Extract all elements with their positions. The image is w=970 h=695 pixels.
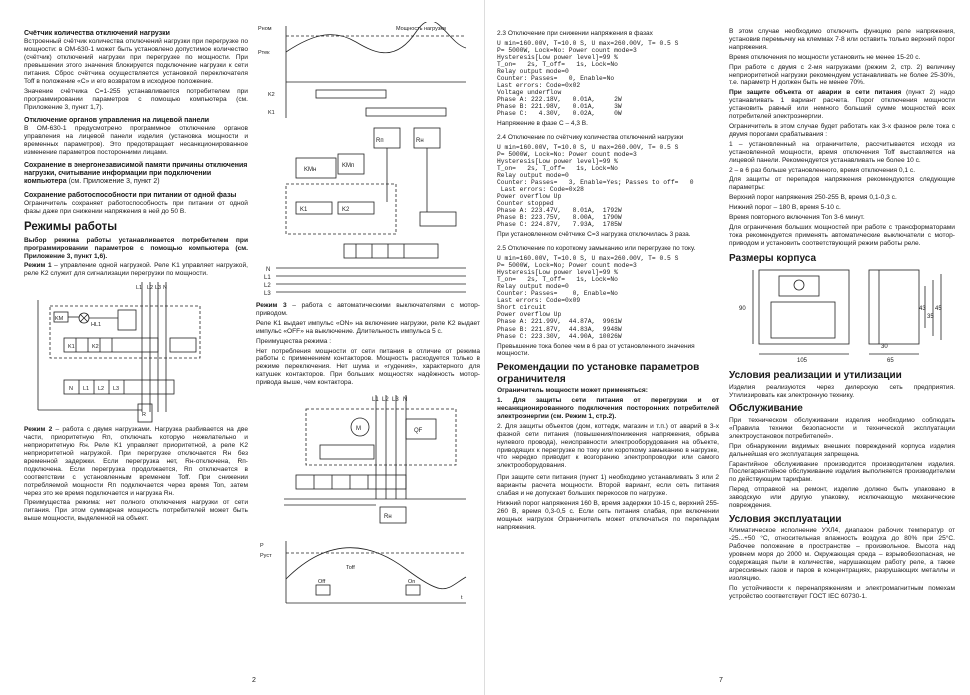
phase-text: Ограничитель сохраняет работоспособность при питании от одной фазы даже при снижении напряжения в ней до 50 В. xyxy=(24,200,248,216)
counter-title: Счётчик количества отключений нагрузки xyxy=(24,30,170,37)
mode3-adv-title: Преимущества режима : xyxy=(256,337,332,345)
mode2-bus-n: N xyxy=(266,267,271,273)
rec-sub: Ограничитель мощности может применяться: xyxy=(497,387,648,395)
page-right xyxy=(485,0,970,695)
mode2-pnom-label: Pном xyxy=(258,26,272,32)
right-col-2 xyxy=(729,28,955,682)
mode3-timing-chart xyxy=(256,539,476,605)
mode1-n-terminal: N xyxy=(69,386,73,393)
p10: Нижний порог – 180 В, время 5-10 с. xyxy=(729,204,841,212)
counter-text: Встроенный счётчик количества отключений нагрузки при перегрузке по мощности: в ОМ-630-1 может быть установлено допустимое количество (счётчик) отключений нагрузки при перегрузке по мощности. При превышении этого значения блокируется подключение нагрузки к сети питания. Сброс счётчика осуществляется установкой переключателя Toff в положение «С» и его возвратом в исходное положение. xyxy=(24,38,248,85)
mode2-bus-l2: L2 xyxy=(264,283,271,289)
s25-title: 2.5 Отключение по короткому замыканию или перегрузке по току. xyxy=(497,245,696,253)
exp-title: Условия эксплуатации xyxy=(729,513,842,525)
mode3-t-axis: t xyxy=(461,595,463,602)
phase-title: Сохранение работоспособности при питании от одной фазы xyxy=(24,191,237,199)
p2: Время отключения по мощности установить не менее 15-20 с. xyxy=(729,53,921,61)
mode3-p-axis: P xyxy=(260,543,264,550)
left-col-2 xyxy=(256,22,480,682)
rec-title: Рекомендации по установке параметров ограничителя xyxy=(497,362,700,385)
service-text-3: Гарантийное обслуживание производится производителем изделия. Послегарантийное обслуживание изделия выполняется производителем по действующим тарифам. xyxy=(729,460,955,484)
rec-4: Нижний порог напряжения 160 В, время задержки 10-15 с, верхний 255-260 В, время 0,3-0,5 с. Если сеть питания слабая, при включении мощных нагрузок Ограничитель может отключаться по перепадам напряжения. xyxy=(497,500,719,531)
right-col-1 xyxy=(497,28,719,682)
mode2-pcur-label: Pтек xyxy=(258,50,270,56)
mode3-rn-label: Rн xyxy=(384,514,392,521)
mode1-k1-label: K1 xyxy=(68,344,75,351)
mode2-k1-contact: K1 xyxy=(300,207,308,213)
s23-log: U min=160.00V, T=10.0 S, U max=260.00V, T= 0.5 S P= 5000W, Lock=No: Power count mode=3 Hysteresis[Low power level]=99 % T_on= 2s, T_off= 1s, Lock=No Relay output mode=0 Counter: Passes= 0, Enable=No Last errors: Code=0x02 Voltage underflow Phase A: 222.18V, 0.01A, 2W Phase B: 221.98V, 0.01A, 3W Phase C: 4.30V, 0.02A, 0W xyxy=(497,39,679,118)
dim-d4: 35 xyxy=(927,314,934,321)
mode1-l3-terminal: L3 xyxy=(113,386,120,393)
mode1-n-label: N xyxy=(163,285,167,292)
mode3-qf-label: QF xyxy=(414,428,423,435)
mode3-motor-label: M xyxy=(356,426,361,433)
mode3-l1-label: L1 xyxy=(372,397,379,404)
dim-d5: 45 xyxy=(935,306,942,313)
s24-log: U min=160.00V, T=10.0 S, U max=260.00V, T= 0.5 S P= 5000W, Lock=No: Power count mode=3 Hysteresis[Low power level]=99 % T_on= 2s, T_off= 1s, Lock=No Relay output mode=0 Counter: Passes= 3, Enable=Yes; Passes to off= 0 Last errors: Code=0x28 Power overflow Up Counter stopped Phase A: 223.47V, 8.01A, 1792W Phase B: 223.75V, 8.00A, 1790W Phase C: 224.87V, 7.93A, 1785W xyxy=(497,143,694,229)
size-title: Размеры корпуса xyxy=(729,252,817,264)
dim-depth: 65 xyxy=(887,358,894,365)
mode3-wiring-diagram xyxy=(256,389,476,539)
left-col-1 xyxy=(24,30,248,680)
rec-3: При защите сети питания (пункт 1) необходимо устанавливать 3 или 2 варианты расчета мощности. Второй вариант, если сеть питания слабая и не допускает больших перекосов по нагрузке. xyxy=(497,474,719,498)
service-text: При техническом обслуживании изделия необходимо соблюдать «Правила техники безопасности и технической эксплуатации электроустановок потребителей». xyxy=(729,416,955,440)
mode3-pust-label: Руст xyxy=(260,553,272,560)
dim-width: 105 xyxy=(797,358,808,365)
counter-text-2: Значение счётчика C=1-255 устанавливается потребителем при программировании параметров с помощью компьютера (см. Приложение 3, пункт 1,7). xyxy=(24,87,248,111)
mode1-hl1-label: HL1 xyxy=(91,322,102,329)
p3: При работе с двумя с 2-мя нагрузками (режим 2, стр. 2) величину неприоритетной нагрузки рекомендуем устанавливать не более 25-30%, т.е. параметр H должен быть не менее 70%. xyxy=(729,63,955,87)
mode1-wiring-diagram xyxy=(24,280,248,426)
p4: При защите объекта от аварии в сети питания (пункт 2) надо устанавливать 1 вариант расчета. Порог отключения мощности установить равный или немного больший сумме мощностей всех потребителей электроэнергии. xyxy=(729,89,955,121)
mode2-rn-label: Rн xyxy=(416,138,424,144)
p1: В этом случае необходимо отключить функцию реле напряжения, установив перемычку на клеммах 7-8 или оставить только верхний порог напряжения. xyxy=(729,28,955,51)
dim-height: 90 xyxy=(739,306,746,313)
right-page-number: 7 xyxy=(719,676,723,684)
mode2-k2-contact: K2 xyxy=(342,207,350,213)
realize-title: Условия реализации и утилизации xyxy=(729,370,902,382)
memory-title: Сохранение в энергонезависимой памяти причины отключения нагрузки, считывание информации при подключении компьютера (см. Приложение 3, пункт 2) xyxy=(24,161,248,186)
service-text-2: При обнаружении видимых внешних повреждений корпуса изделия дальнейшая его эксплуатация запрещена. xyxy=(729,442,955,458)
mode2-rp-label: Rп xyxy=(376,138,384,144)
modes-title: Режимы работы xyxy=(24,220,118,233)
mode3-off-label: Off xyxy=(318,579,326,586)
s23-title: 2.3 Отключение при снижении напряжения в фазах xyxy=(497,30,653,37)
mode2-k1-label: K1 xyxy=(268,110,275,116)
mode2-timing-chart xyxy=(256,22,476,122)
panel-text: В ОМ-630-1 предусмотрено программное отключение органов управления на лицевой панели изделия (установка мощности и временных параметров). Это предотвращает несанкционированное изменение параметров посторонними лицами. xyxy=(24,124,248,156)
p7: 2 – в 6 раз больше установленного, время отключения 0,1 с. xyxy=(729,166,916,174)
mode1-l2-terminal: L2 xyxy=(98,386,105,393)
mode3-text-2: Реле K1 выдает импульс «ON» на включение нагрузки, реле K2 выдает импульс «OFF» на выключение. Длительность импульса 5 с. xyxy=(256,319,480,335)
mode1-l1-terminal: L1 xyxy=(83,386,90,393)
p5: Ограничитель в этом случае будет работать как 3-х фазное реле тока с двумя порогами срабатывания : xyxy=(729,122,955,138)
mode2-bus-l1: L1 xyxy=(264,275,271,281)
p9: Верхний порог напряжения 250-255 В, время 0,1-0,3 с. xyxy=(729,194,897,202)
s25-note: Превышение тока более чем в 6 раз от установленного значения мощности. xyxy=(497,342,695,358)
mode3-on-label: On xyxy=(408,579,416,586)
service-text-4: Перед отправкой на ремонт, изделие должно быть упаковано в заводскую или другую упаковку, исключающую механические повреждения. xyxy=(729,486,955,510)
dim-d2: 30 xyxy=(881,344,888,351)
mode3-text: Режим 3 – работа с автоматическими выключателями с мотор-приводом. xyxy=(256,302,480,317)
s23-note: Напряжение в фазе С – 4,3 В. xyxy=(497,120,588,128)
mode2-kmp-label: KMп xyxy=(342,163,355,169)
rec-2: 2. Для защиты объектов (дом, коттедж, магазин и т.п.) от аварий в 3-х фазной сети питания (повышения/понижения напряжения, обрыва нулевого провода), неисправности электрооборудования на объекте, приводящих к перегрузке по току или короткому замыканию в нагрузке, что нередко приводит к возгоранию электропроводки или самого электрооборудования. xyxy=(497,422,719,470)
mode1-l1-label: L1 xyxy=(136,285,143,292)
s24-title: 2.4 Отключение по счётчику количества отключений нагрузки xyxy=(497,134,684,142)
rec-1: 1. Для защиты сети питания от перегрузки и от несанкционированного подключения посторонних потребителей электроэнергии (см. Режим 1, стр.2). xyxy=(497,397,719,420)
mode3-n-label: N xyxy=(403,397,408,404)
case-dimensions-drawing xyxy=(729,266,955,366)
mode2-text: Режим 2 – работа с двумя нагрузками. Нагрузка разбивается на две части, приоритетную Rп, отключать которую нежелательно и неприоритетную Rн. Реле K1 управляет приоритетной, а реле K2 неприоритетной нагрузкой. При перегрузке отключается Rн без временной задержки. Если перегрузка нет, Rн-отключена, Rп-подключена. Если перегрузка продолжается, Rп отключается в соответствии с установленным временем Toff. При снижении потребляемой мощности Rп подключается через время Ton, затем через это же время подключается и нагрузка Rн. xyxy=(24,426,248,497)
panel-title: Отключение органов управления на лицевой панели xyxy=(24,116,210,124)
p11: Время повторного включения Ton 3-6 минут. xyxy=(729,214,865,222)
mode1-r-label: R xyxy=(142,412,146,419)
mode2-power-label: Мощность нагрузки xyxy=(396,26,446,32)
exp-text-2: По устойчивости к перенапряжениям и электромагнитным помехам устройство соответствует ГОСТ IEC 60730-1. xyxy=(729,584,955,600)
p8: Для защиты от перепадов напряжения рекомендуются следующие параметры: xyxy=(729,176,955,192)
mode3-l2-label: L2 xyxy=(382,397,389,404)
s25-log: U min=160.00V, T=10.0 S, U max=260.00V, T= 0.5 S P= 5000W, Lock=No; Power count mode=3 Hysteresis[Low power level]=99 % T_on= 2s, T_off= 1s, Lock=No Relay output mode=0 Counter: Passes= 0, Enable=No Last errors: Code=0x09 Short circuit Power overflow Up Phase A: 221.99V, 44.87A, 9961W Phase B: 221.87V, 44.83A, 9948W Phase C: 223.30V, 44.90A, 10026W xyxy=(497,255,679,340)
mode2-wiring-diagram xyxy=(256,122,476,302)
mode3-toff-label: Toff xyxy=(346,565,355,572)
mode1-k2-label: K2 xyxy=(92,344,99,351)
mode2-bus-l3: L3 xyxy=(264,291,271,297)
mode3-adv: Нет потребления мощности от сети питания в отличие от режима работы с применением контакторов. Мощность расходуется только в режиме переключения. Нет шума и «гудения», характерного для катушек контакторов. При больших мощностях надёжность мотор-привода выше, чем контактора. xyxy=(256,347,480,387)
realize-text: Изделия реализуются через дилерскую сеть предприятия. Утилизировать как электронную технику. xyxy=(729,383,955,399)
mode1-km-label: KM xyxy=(55,316,64,323)
service-title: Обслуживание xyxy=(729,403,803,415)
mode2-text-2: Преимущества режима: нет полного отключения нагрузки от сети питания. При этом суммарная мощность потребителей может быть выше мощности, выделенной на объект. xyxy=(24,499,248,523)
dim-d3: 43 xyxy=(919,306,926,313)
p12: Для ограничения больших мощностей при работе с трансформаторами тока рекомендуется применять автоматические выключатели с мотор-приводом и установить соответствующий режим работы реле. xyxy=(729,223,955,247)
mode3-l3-label: L3 xyxy=(392,397,399,404)
mode1-text: Режим 1 – управление одной нагрузкой. Реле K1 управляет нагрузкой, реле K2 служит для сигнализации перегрузки по мощности. xyxy=(24,262,248,278)
s24-note: При установленном счётчике C=3 нагрузка отключилась 3 раза. xyxy=(497,231,691,239)
modes-intro: Выбор режима работы устанавливается потребителем при программировании параметров с помощью компьютера (см. Приложение 3, пункт 1,6). xyxy=(24,236,248,260)
mode1-l2-label: L2 xyxy=(147,285,154,292)
left-page-number: 2 xyxy=(252,676,256,684)
p6: 1 – установленный на ограничителе, рассчитывается исходя из установленной мощности, время отключения Toff выставляется на лицевой панели. Рекомендуется устанавливать не более 10 с. xyxy=(729,140,955,164)
mode2-k2-label: K2 xyxy=(268,92,275,98)
mode2-kmn-label: KMн xyxy=(304,167,317,173)
mode1-l3-label: L3 xyxy=(155,285,162,292)
exp-text: Климатическое исполнение УХЛ4, диапазон рабочих температур от -25...+50 °С, относительная влажность воздуха до 80% при 25°С. Рабочее положение в пространстве – произвольное. Высота над уровнем моря до 2000 м. Окружающая среда – взрывобезопасная, не содержащая пыли в количестве, нарушающем работу реле, а также агрессивных газов и паров в концентрациях, разрушающих металлы и изоляцию. xyxy=(729,527,955,582)
